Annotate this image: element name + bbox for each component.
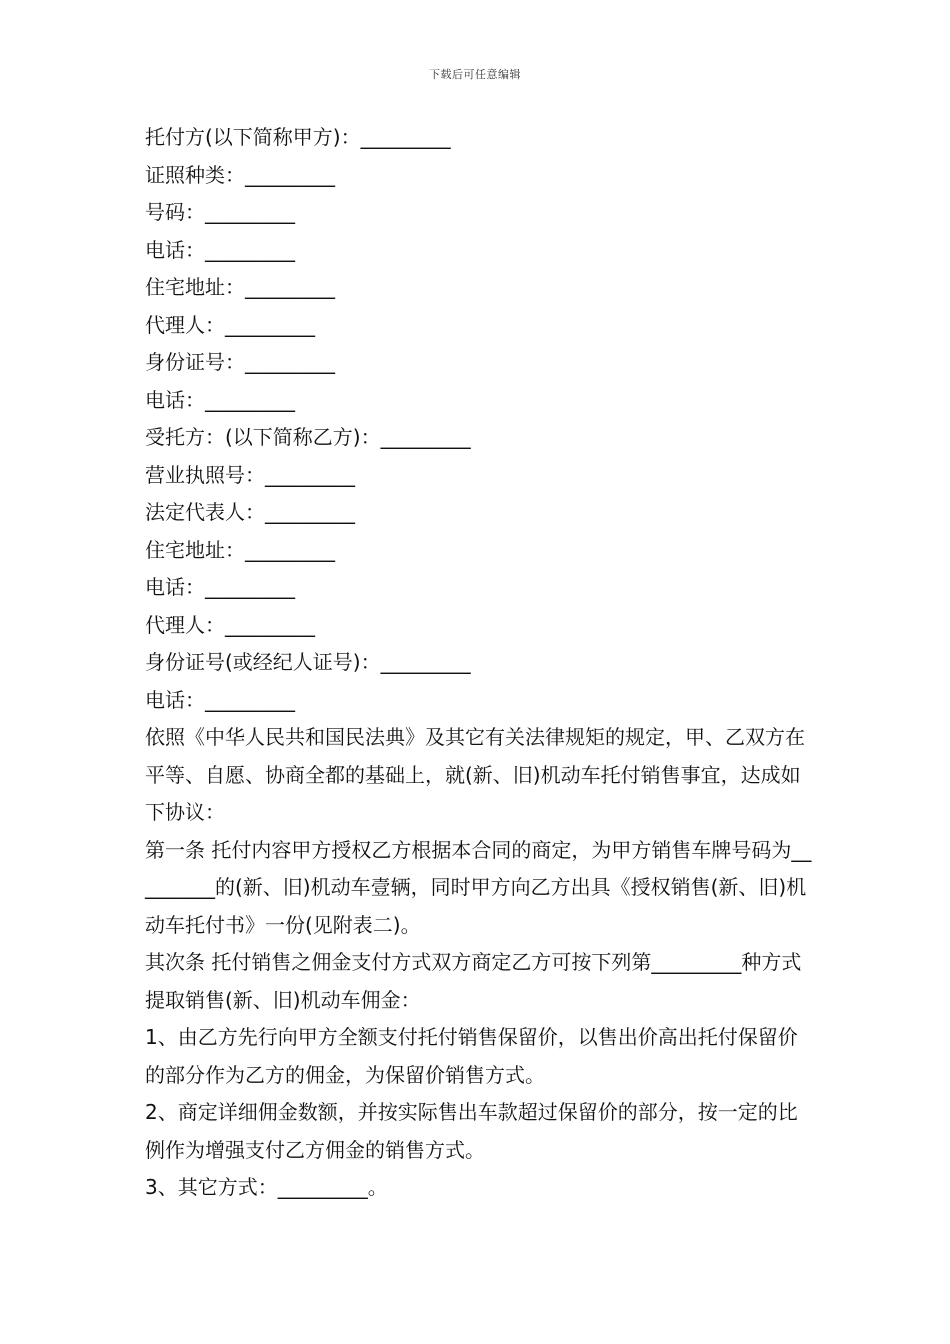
- article-one-paragraph: 第一条 托付内容甲方授权乙方根据本合同的商定，为甲方销售车牌号码为_________的(新、旧)机动车壹辆，同时甲方向乙方出具《授权销售(新、旧)机动车托付书》一份(见附表二)。: [145, 837, 812, 937]
- field-address-a: 住宅地址：_________: [145, 275, 335, 299]
- field-agent-b: 代理人：_________: [145, 612, 315, 637]
- preamble-paragraph: 依照《中华人民共和国民法典》及其它有关法律规矩的规定，甲、乙双方在平等、自愿、协商全都的基础上，就(新、旧)机动车托付销售事宜，达成如下协议：: [145, 725, 805, 824]
- field-agent-phone-b: 电话：_________: [145, 687, 295, 712]
- field-agent-phone-a: 电话：_________: [145, 387, 295, 412]
- field-agent-a: 代理人：_________: [145, 312, 315, 337]
- field-entrusted-party: 受托方：(以下简称乙方)：_________: [145, 425, 471, 449]
- option-three-paragraph: 3、其它方式：_________。: [145, 1175, 388, 1199]
- option-two-paragraph: 2、商定详细佣金数额，并按实际售出车款超过保留价的部分，按一定的比例作为增强支付乙方佣金的销售方式。: [145, 1100, 798, 1162]
- field-address-b: 住宅地址：_________: [145, 537, 335, 562]
- field-entrusting-party: 托付方(以下简称甲方)：_________: [145, 125, 451, 149]
- field-id-card-b: 身份证号(或经纪人证号)：_________: [145, 650, 471, 674]
- field-phone-b: 电话：_________: [145, 575, 295, 599]
- contract-body: [145, 119, 813, 1207]
- article-two-paragraph: 其次条 托付销售之佣金支付方式双方商定乙方可按下列第_________种方式提取销售(新、旧)机动车佣金：: [145, 950, 802, 1012]
- field-id-number: 号码：_________: [145, 200, 295, 224]
- field-id-card-a: 身份证号：_________: [145, 350, 335, 374]
- option-one-paragraph: 1、由乙方先行向甲方全额支付托付销售保留价，以售出价高出托付保留价的部分作为乙方的佣金，为保留价销售方式。: [145, 1025, 798, 1087]
- field-legal-representative: 法定代表人：_________: [145, 500, 355, 524]
- field-id-type: 证照种类：_________: [145, 162, 335, 187]
- field-business-license: 营业执照号：_________: [145, 462, 355, 487]
- field-phone-a: 电话：_________: [145, 237, 295, 262]
- page-header: 下载后可任意编辑: [429, 68, 521, 81]
